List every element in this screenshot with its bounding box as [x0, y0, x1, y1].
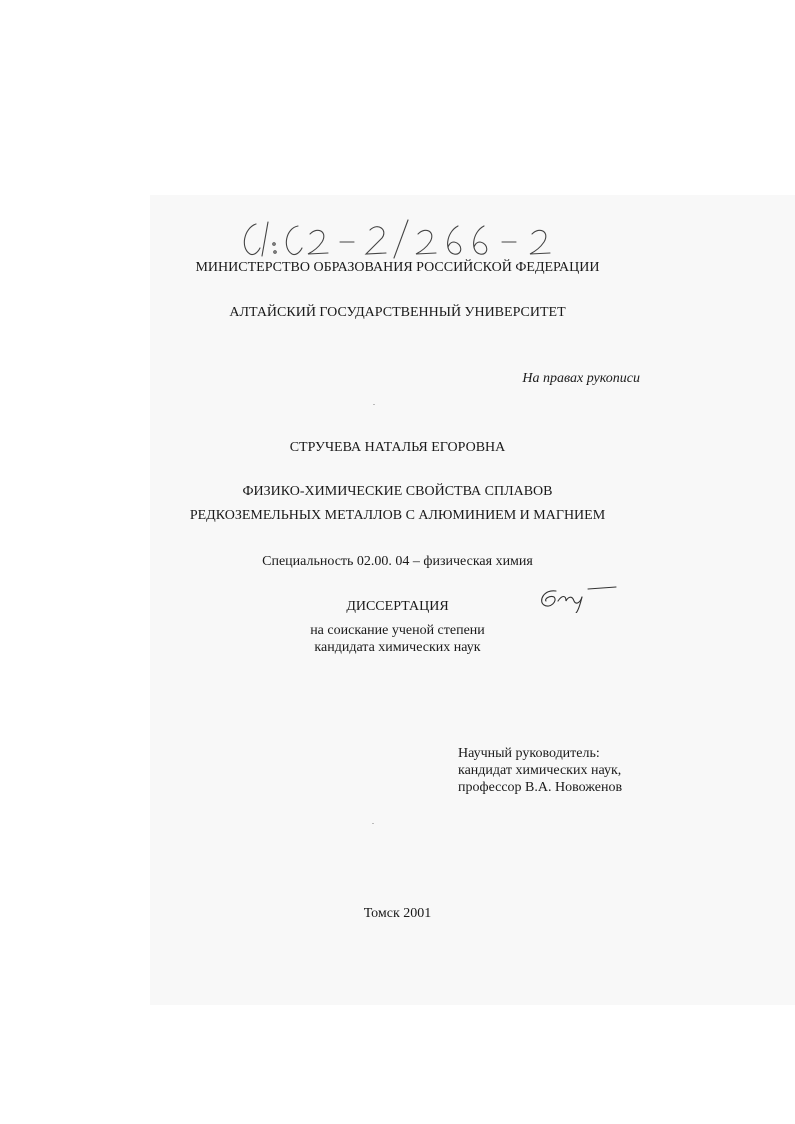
title-line-1: ФИЗИКО-ХИМИЧЕСКИЕ СВОЙСТВА СПЛАВОВ [242, 484, 553, 499]
place-year: Томск 2001 [363, 906, 432, 921]
scan-speck [372, 823, 374, 824]
dissertation-label: ДИССЕРТАЦИЯ [346, 599, 449, 614]
supervisor-line-2: кандидат химических наук, [458, 763, 622, 778]
specialty-line: Специальность 02.00. 04 – физическая химия [262, 554, 533, 569]
supervisor-line-1: Научный руководитель: [458, 746, 600, 761]
supervisor-line-3: профессор В.А. Новоженов [458, 780, 623, 795]
author-name: СТРУЧЕВА НАТАЛЬЯ ЕГОРОВНА [289, 440, 506, 455]
scan-speck [373, 404, 375, 405]
dissertation-purpose-2: кандидата химических наук [314, 640, 481, 655]
manuscript-note: На правах рукописи [522, 371, 640, 386]
handwritten-archive-code [236, 212, 566, 262]
university-heading: АЛТАЙСКИЙ ГОСУДАРСТВЕННЫЙ УНИВЕРСИТЕТ [229, 305, 566, 320]
ministry-heading: МИНИСТЕРСТВО ОБРАЗОВАНИЯ РОССИЙСКОЙ ФЕДЕРАЦИИ [195, 260, 600, 275]
dissertation-purpose-1: на соискание ученой степени [310, 623, 485, 638]
title-line-2: РЕДКОЗЕМЕЛЬНЫХ МЕТАЛЛОВ С АЛЮМИНИЕМ И МАГНИЕМ [189, 508, 606, 523]
